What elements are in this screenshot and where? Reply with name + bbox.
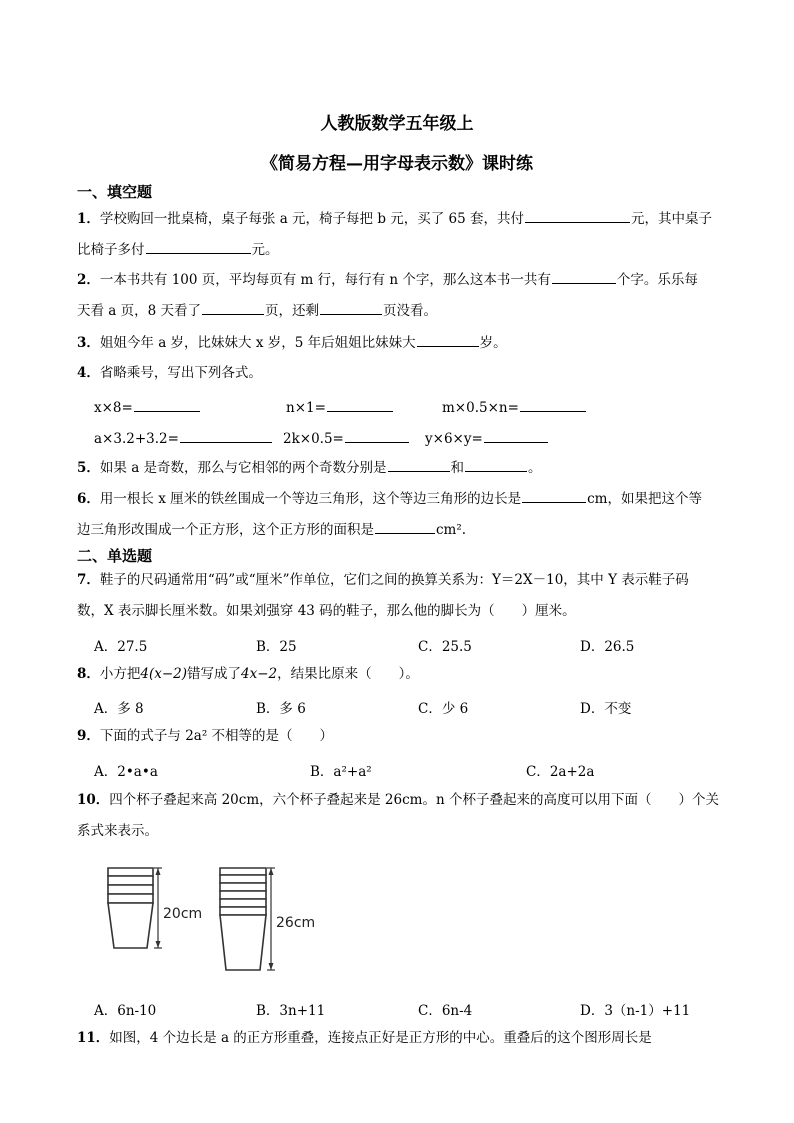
q10-option-d[interactable]: D．3（n-1）+11 [580,1003,691,1019]
answer-blank[interactable] [180,428,272,443]
question-6-line-2: 边三角形改围成一个正方形，这个正方形的面积是 cm². [77,519,466,539]
q7-option-a[interactable]: A．27.5 [94,639,148,655]
question-11: 11．如图，4 个边长是 a 的正方形重叠，连接点正好是正方形的中心。重叠后的这个图形周长是 [77,1030,652,1046]
section-single-choice: 二、单选题 [77,547,153,565]
answer-blank[interactable] [345,428,409,443]
question-number: 4． [77,365,100,381]
q10-option-b[interactable]: B．3n+11 [256,1003,326,1019]
q7-option-d[interactable]: D．26.5 [580,639,635,655]
question-6-line-1: 6．用一根长 x 厘米的铁丝围成一个等边三角形，这个等边三角形的边长是 cm，如果把这个等 [77,488,702,508]
q8-option-b[interactable]: B．多 6 [256,701,306,717]
answer-blank[interactable] [388,457,450,472]
q4-item-1: x×8= [94,397,201,416]
answer-blank[interactable] [327,397,393,412]
q8-option-c[interactable]: C．少 6 [418,701,469,717]
question-number: 6． [77,491,100,507]
q4-item-5: 2k×0.5= [283,428,410,447]
question-number: 11． [77,1030,110,1046]
cup-label-26cm: 26cm [276,915,316,931]
answer-blank[interactable] [520,397,586,412]
question-2-line-2: 天看 a 页，8 天看了 页，还剩 页没看。 [77,300,437,320]
expression-wrong: 4x−2 [241,666,278,682]
answer-blank[interactable] [134,397,200,412]
answer-blank[interactable] [202,300,264,315]
question-number: 7． [77,572,100,588]
answer-blank[interactable] [525,208,630,223]
question-9: 9．下面的式子与 2a² 不相等的是（ ） [77,728,334,744]
answer-blank[interactable] [465,457,527,472]
q10-option-c[interactable]: C．6n-4 [418,1003,473,1019]
q8-option-a[interactable]: A．多 8 [94,701,144,717]
q7-option-c[interactable]: C．25.5 [418,639,472,655]
answer-blank[interactable] [522,488,586,503]
question-number: 3． [77,335,100,351]
question-number: 1． [77,211,100,227]
answer-blank[interactable] [484,428,548,443]
question-7-line-2: 数，X 表示脚长厘米数。如果刘强穿 43 码的鞋子，那么他的脚长为（ ）厘米。 [77,603,576,619]
answer-blank[interactable] [552,269,616,284]
cup-label-20cm: 20cm [163,906,203,922]
question-number: 10． [77,792,110,808]
q9-option-c[interactable]: C．2a+2a [526,764,595,780]
question-5: 5．如果 a 是奇数，那么与它相邻的两个奇数分别是 和 。 [77,457,542,477]
question-8: 8．小方把4(x−2)错写成了4x−2，结果比原来（ ）。 [77,666,419,682]
q9-option-b[interactable]: B．a²+a² [310,764,372,780]
q4-item-6: y×6×y= [425,428,549,447]
question-number: 5． [77,460,100,476]
question-2-line-1: 2．一本书共有 100 页，平均每页有 m 行，每行有 n 个字，那么这本书一共有 个字。乐乐每 [77,269,698,289]
page-subtitle: 《简易方程—用字母表示数》课时练 [261,154,533,174]
q4-item-3: m×0.5×n= [442,397,587,416]
question-10-line-2: 系式来表示。 [77,823,158,839]
q4-item-4: a×3.2+3.2= [94,428,273,447]
answer-blank[interactable] [320,300,382,315]
page-title: 人教版数学五年级上 [320,114,474,134]
q8-option-d[interactable]: D．不变 [580,701,632,717]
answer-blank[interactable] [375,519,435,534]
question-10-line-1: 10．四个杯子叠起来高 20cm，六个杯子叠起来是 26cm。n 个杯子叠起来的高度可以用下面（ ）个关 [77,792,719,808]
q10-option-a[interactable]: A．6n-10 [94,1003,157,1019]
question-number: 9． [77,728,100,744]
q7-option-b[interactable]: B．25 [256,639,297,655]
question-7-line-1: 7．鞋子的尺码通常用“码”或“厘米”作单位，它们之间的换算关系为：Y＝2X－10，其中 Y 表示鞋子码 [77,572,689,588]
answer-blank[interactable] [146,239,251,254]
question-1-line-1: 1．学校购回一批桌椅，桌子每张 a 元，椅子每把 b 元，买了 65 套，共付 元，其中桌子 [77,208,712,228]
answer-blank[interactable] [417,332,479,347]
expression-original: 4(x−2) [140,666,188,682]
question-3: 3．姐姐今年 a 岁，比妹妹大 x 岁，5 年后姐姐比妹妹大 岁。 [77,332,507,352]
q9-option-a[interactable]: A．2•a•a [94,764,158,780]
section-fill-in: 一、填空题 [77,183,153,201]
stacked-cups-figure [100,860,330,980]
question-1-line-2: 比椅子多付 元。 [77,239,279,259]
q4-item-2: n×1= [286,397,394,416]
question-number: 2． [77,272,100,288]
question-number: 8． [77,666,100,682]
question-4: 4．省略乘号，写出下列各式。 [77,365,262,381]
